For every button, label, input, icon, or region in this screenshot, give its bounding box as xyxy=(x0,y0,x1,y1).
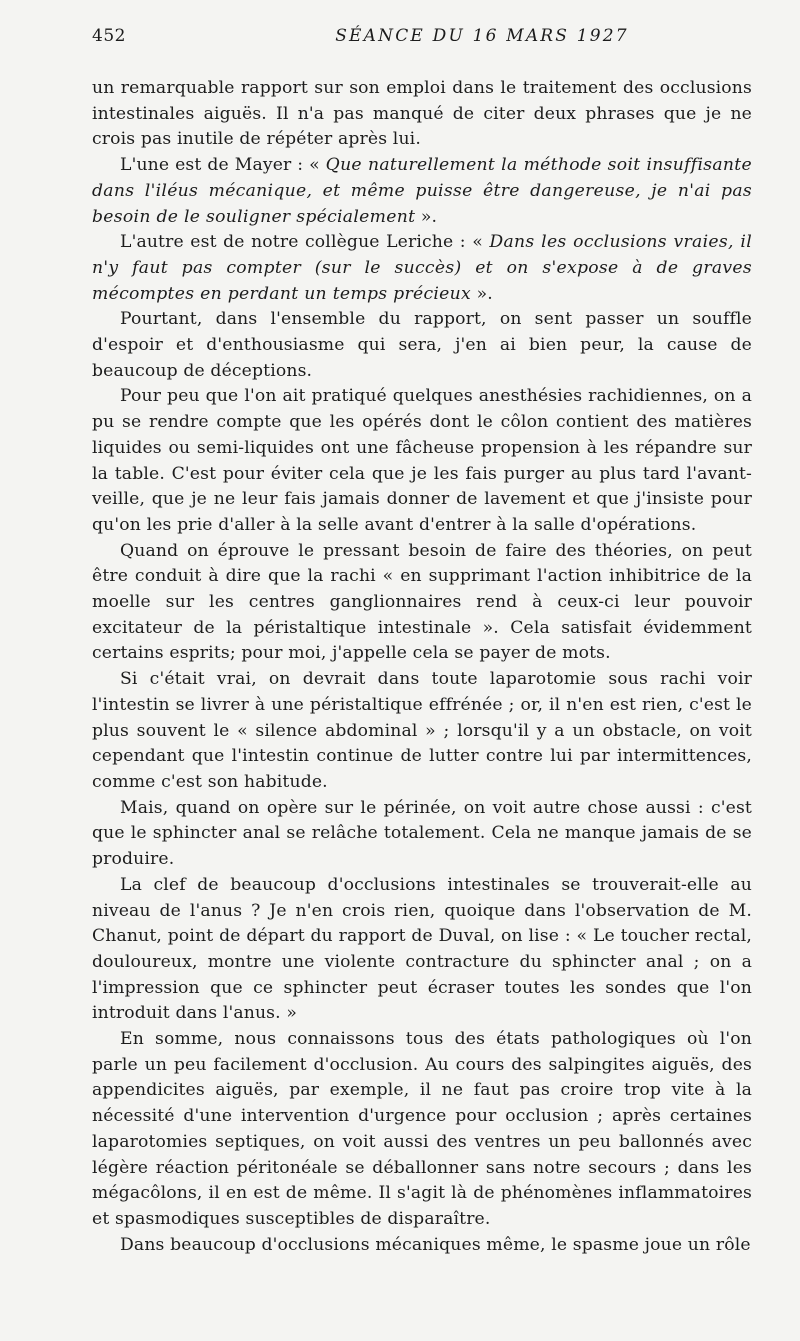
paragraph-9: La clef de beaucoup d'occlusions intestinales se trouverait-elle au niveau de l'anus ? Je n'en crois rien, quoique dans l'observation de M. Chanut, point de départ du rapport de Duval, on lise : « Le toucher rectal, douloureux, montre une violente contracture du sphincter anal ; on a l'impression que ce sphincter peut écraser toutes les sondes que l'on introduit dans l'anus. » xyxy=(92,874,752,1024)
paragraph-2-intro: L'une est de Mayer : « xyxy=(120,155,326,176)
paragraph-10: En somme, nous connaissons tous des états pathologiques où l'on parle un peu facilement d'occlusion. Au cours des salpingites aiguës, des appendicites aiguës, par exemple, il ne faut pas croire trop vite à la nécessité d'une intervention d'urgence pour occlusion ; après certaines laparotomies septiques, on voit aussi des ventres un peu ballonnés avec légère réaction péritonéale se déballonner sans notre secours ; dans les mégacôlons, il en est de même. Il s'agit là de phénomènes inflammatoires et spasmodiques susceptibles de disparaître. xyxy=(92,1029,752,1229)
paragraph-11: Dans beaucoup d'occlusions mécaniques même, le spasme joue un rôle xyxy=(120,1234,751,1255)
paragraph-3-intro: L'autre est de notre collègue Leriche : « xyxy=(120,232,490,253)
paragraph-1: un remarquable rapport sur son emploi dans le traitement des occlusions intestinales aiguës. Il n'a pas manqué de citer deux phrases que je ne crois pas inutile de répéter après lui. xyxy=(92,78,752,150)
paragraph-8: Mais, quand on opère sur le périnée, on voit autre chose aussi : c'est que le sphincter anal se relâche totalement. Cela ne manque jamais de se produire. xyxy=(92,797,752,870)
body-text xyxy=(92,76,752,1258)
page-header xyxy=(92,26,752,54)
paragraph-6: Quand on éprouve le pressant besoin de faire des théories, on peut être conduit à dire que la rachi « en supprimant l'action inhibitrice de la moelle sur les centres ganglionnaires rend à ceux-ci leur pouvoir excitateur de la péristaltique intestinale ». Cela satisfait évidemment certains esprits; pour moi, j'appelle cela se payer de mots. xyxy=(92,540,752,664)
paragraph-4: Pourtant, dans l'ensemble du rapport, on sent passer un souffle d'espoir et d'enthousiasme qui sera, j'en ai bien peur, la cause de beaucoup de déceptions. xyxy=(92,309,752,381)
leriche-quote: Dans les occlusions vraies, il n'y faut pas compter (sur le succès) et on s'expose à de graves mécomptes en perdant un temps précieux xyxy=(92,232,752,304)
paragraph-7: Si c'était vrai, on devrait dans toute laparotomie sous rachi voir l'intestin se livrer à une péristaltique effrénée ; or, il n'en est rien, c'est le plus souvent le « silence abdominal » ; lorsqu'il y a un obstacle, on voit cependant que l'intestin continue de lutter contre lui par intermittences, comme c'est son habitude. xyxy=(92,669,752,792)
paragraph-3-end: ». xyxy=(471,283,493,304)
mayer-quote: Que naturellement la méthode soit insuffisante dans l'iléus mécanique, et même puisse être dangereuse, je n'ai pas besoin de le souligner spécialement xyxy=(92,155,752,227)
paragraph-5: Pour peu que l'on ait pratiqué quelques anesthésies rachidiennes, on a pu se rendre compte que les opérés dont le côlon contient des matières liquides ou semi-liquides ont une fâcheuse propension à les répandre sur la table. C'est pour éviter cela que je les fais purger au plus tard l'avant-veille, que je ne leur fais jamais donner de lavement et que j'insiste pour qu'on les prie d'aller à la selle avant d'entrer à la salle d'opérations. xyxy=(92,386,752,535)
running-title: SÉANCE DU 16 MARS 1927 xyxy=(335,26,629,46)
paragraph-3 xyxy=(92,230,752,307)
page-number: 452 xyxy=(92,26,126,46)
paragraph-2 xyxy=(92,153,752,230)
paragraph-2-end: ». xyxy=(415,206,438,227)
